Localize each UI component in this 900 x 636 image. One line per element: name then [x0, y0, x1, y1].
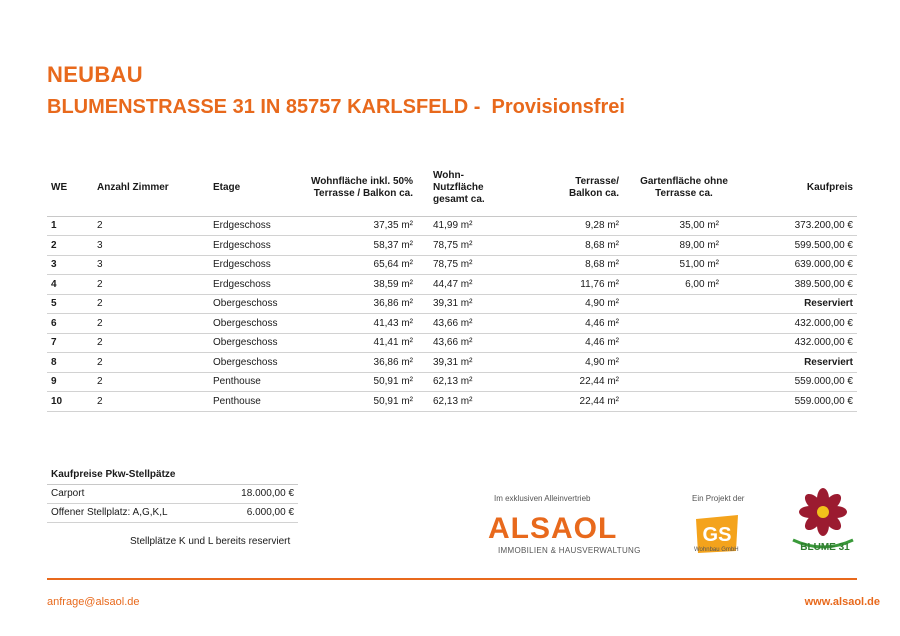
cell-floor: Erdgeschoss: [209, 216, 305, 236]
cell-usable-area: 78,75 m²: [417, 255, 513, 275]
col-header-terrace: Terrasse/ Balkon ca.: [568, 175, 619, 199]
cell-we: 3: [47, 255, 93, 275]
footer-email-link[interactable]: anfrage@alsaol.de: [47, 596, 140, 608]
cell-we: 7: [47, 333, 93, 353]
cell-rooms: 2: [93, 216, 209, 236]
cell-living-area: 41,43 m²: [305, 314, 417, 334]
table-row: [47, 392, 857, 412]
cell-terrace: 8,68 m²: [513, 255, 623, 275]
col-header-we: WE: [51, 181, 68, 193]
col-header-rooms: Anzahl Zimmer: [97, 181, 169, 193]
cell-living-area: 50,91 m²: [305, 372, 417, 392]
blume-logo-icon: [788, 488, 858, 556]
cell-price: 559.000,00 €: [745, 372, 857, 392]
cell-living-area: 50,91 m²: [305, 392, 417, 412]
alsaol-logo: ALSAOL: [488, 512, 618, 545]
cell-floor: Erdgeschoss: [209, 255, 305, 275]
cell-terrace: 4,90 m²: [513, 353, 623, 373]
cell-floor: Obergeschoss: [209, 314, 305, 334]
cell-terrace: 22,44 m²: [513, 372, 623, 392]
cell-living-area: 36,86 m²: [305, 294, 417, 314]
cell-price: 432.000,00 €: [745, 333, 857, 353]
cell-living-area: 38,59 m²: [305, 275, 417, 295]
cell-garden: [623, 314, 745, 334]
cell-floor: Obergeschoss: [209, 353, 305, 373]
cell-garden: [623, 392, 745, 412]
cell-terrace: 4,46 m²: [513, 333, 623, 353]
cell-living-area: 36,86 m²: [305, 353, 417, 373]
parking-table: [47, 466, 298, 523]
cell-terrace: 4,90 m²: [513, 294, 623, 314]
cell-we: 9: [47, 372, 93, 392]
cell-usable-area: 41,99 m²: [417, 216, 513, 236]
cell-living-area: 58,37 m²: [305, 236, 417, 256]
col-header-garden: Gartenfläche ohne Terrasse ca.: [640, 175, 728, 199]
cell-price: 373.200,00 €: [745, 216, 857, 236]
table-row: [47, 353, 857, 373]
parking-price: 6.000,00 €: [207, 503, 298, 522]
cell-rooms: 2: [93, 333, 209, 353]
cell-price: 639.000,00 €: [745, 255, 857, 275]
cell-rooms: 2: [93, 294, 209, 314]
cell-rooms: 2: [93, 275, 209, 295]
cell-living-area: 37,35 m²: [305, 216, 417, 236]
table-row: [47, 216, 857, 236]
cell-we: 6: [47, 314, 93, 334]
col-header-price: Kaufpreis: [806, 181, 853, 193]
table-row: [47, 255, 857, 275]
cell-floor: Obergeschoss: [209, 294, 305, 314]
table-row: [47, 333, 857, 353]
cell-terrace: 11,76 m²: [513, 275, 623, 295]
cell-terrace: 4,46 m²: [513, 314, 623, 334]
cell-terrace: 8,68 m²: [513, 236, 623, 256]
cell-usable-area: 78,75 m²: [417, 236, 513, 256]
table-row: [47, 314, 857, 334]
svg-text:BLUME 31: BLUME 31: [800, 542, 850, 553]
cell-terrace: 22,44 m²: [513, 392, 623, 412]
cell-garden: [623, 353, 745, 373]
col-header-living-area: Wohnfläche inkl. 50% Terrasse / Balkon ca.: [310, 175, 413, 199]
cell-rooms: 2: [93, 314, 209, 334]
parking-row: [47, 503, 298, 522]
cell-floor: Penthouse: [209, 392, 305, 412]
cell-usable-area: 39,31 m²: [417, 353, 513, 373]
cell-usable-area: 43,66 m²: [417, 314, 513, 334]
cell-rooms: 2: [93, 372, 209, 392]
page-subtitle: BLUMENSTRASSE 31 IN 85757 KARLSFELD - Provisionsfrei: [47, 96, 625, 118]
cell-usable-area: 44,47 m²: [417, 275, 513, 295]
cell-price: 389.500,00 €: [745, 275, 857, 295]
cell-garden: 6,00 m²: [623, 275, 745, 295]
cell-we: 4: [47, 275, 93, 295]
cell-floor: Obergeschoss: [209, 333, 305, 353]
cell-rooms: 3: [93, 236, 209, 256]
cell-we: 10: [47, 392, 93, 412]
cell-usable-area: 39,31 m²: [417, 294, 513, 314]
cell-usable-area: 43,66 m²: [417, 333, 513, 353]
parking-row: [47, 484, 298, 503]
cell-we: 5: [47, 294, 93, 314]
page-title: NEUBAU: [47, 62, 143, 87]
cell-usable-area: 62,13 m²: [417, 372, 513, 392]
cell-price: 559.000,00 €: [745, 392, 857, 412]
cell-rooms: 2: [93, 353, 209, 373]
cell-living-area: 41,41 m²: [305, 333, 417, 353]
cell-floor: Penthouse: [209, 372, 305, 392]
cell-rooms: 2: [93, 392, 209, 412]
cell-floor: Erdgeschoss: [209, 275, 305, 295]
cell-rooms: 3: [93, 255, 209, 275]
exclusive-sales-text: Im exklusiven Alleinvertrieb: [494, 494, 591, 503]
alsaol-logo-subtitle: IMMOBILIEN & HAUSVERWALTUNG: [498, 546, 641, 555]
cell-floor: Erdgeschoss: [209, 236, 305, 256]
col-header-usable-area: Wohn- Nutzfläche gesamt ca.: [433, 169, 485, 205]
cell-living-area: 65,64 m²: [305, 255, 417, 275]
cell-price: Reserviert: [745, 353, 857, 373]
col-header-floor: Etage: [213, 181, 241, 193]
cell-we: 2: [47, 236, 93, 256]
cell-garden: [623, 333, 745, 353]
cell-terrace: 9,28 m²: [513, 216, 623, 236]
parking-label: Offener Stellplatz: A,G,K,L: [47, 503, 207, 522]
project-by-text: Ein Projekt der: [692, 494, 745, 503]
cell-usable-area: 62,13 m²: [417, 392, 513, 412]
parking-price: 18.000,00 €: [207, 484, 298, 503]
parking-note: Stellplätze K und L bereits reserviert: [130, 536, 291, 547]
table-row: [47, 275, 857, 295]
table-row: [47, 236, 857, 256]
parking-title: Kaufpreise Pkw-Stellpätze: [51, 469, 176, 481]
cell-we: 8: [47, 353, 93, 373]
cell-price: Reserviert: [745, 294, 857, 314]
svg-text:GS: GS: [702, 524, 732, 546]
units-table-header: [47, 160, 857, 216]
footer-divider: [47, 578, 857, 580]
table-row: [47, 294, 857, 314]
footer-website-link[interactable]: www.alsaol.de: [804, 596, 880, 608]
cell-garden: [623, 294, 745, 314]
cell-we: 1: [47, 216, 93, 236]
cell-garden: 51,00 m²: [623, 255, 745, 275]
units-table: [47, 160, 857, 412]
table-row: [47, 372, 857, 392]
cell-price: 432.000,00 €: [745, 314, 857, 334]
gs-logo-subtitle: Wohnbau GmbH: [694, 547, 739, 553]
cell-price: 599.500,00 €: [745, 236, 857, 256]
cell-garden: 89,00 m²: [623, 236, 745, 256]
cell-garden: 35,00 m²: [623, 216, 745, 236]
parking-label: Carport: [47, 484, 207, 503]
cell-garden: [623, 372, 745, 392]
